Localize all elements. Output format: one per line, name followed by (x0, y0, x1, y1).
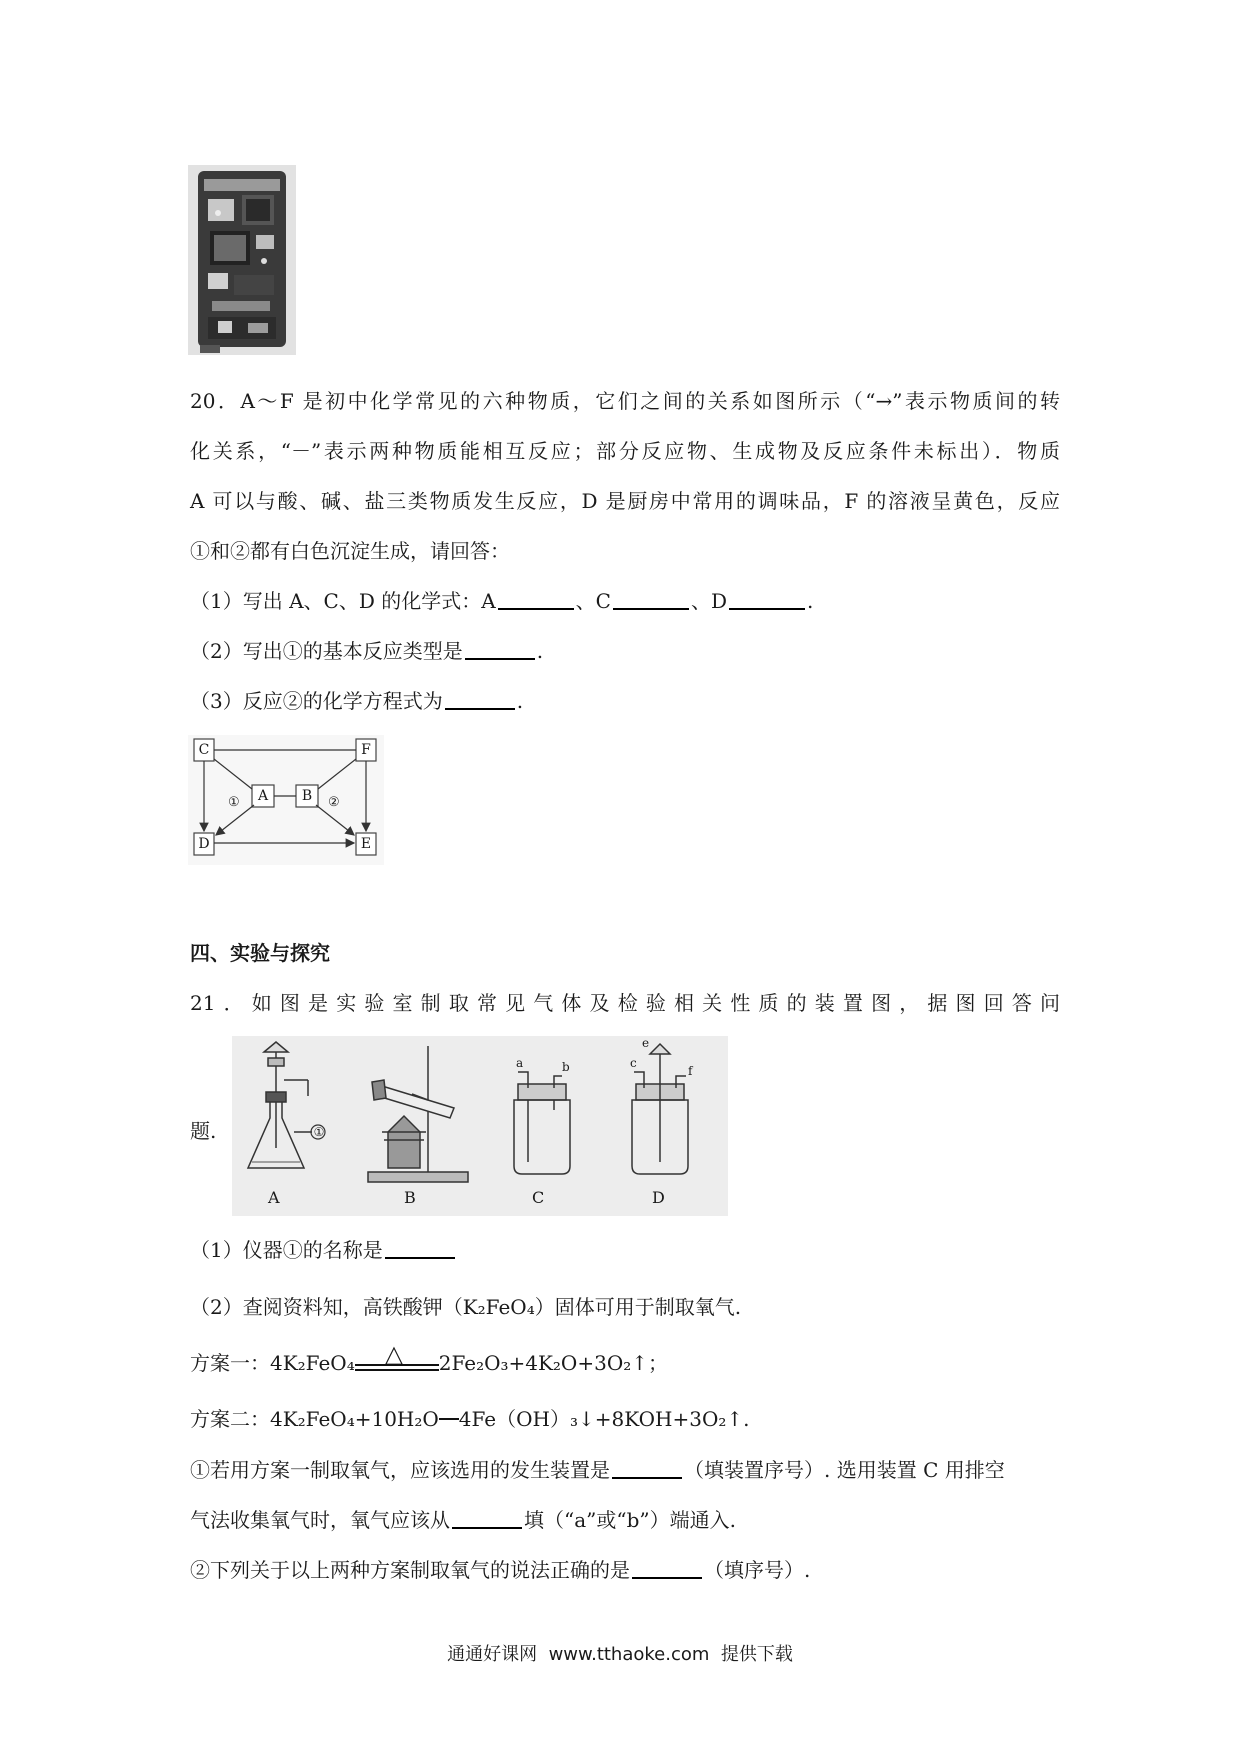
q21-s1-line1-a: ①若用方案一制取氧气，应该选用的发生装置是 (190, 1458, 610, 1482)
answer-blank-reaction-type[interactable] (465, 638, 535, 660)
q21-line-1: 21．如图是实验室制取常见气体及检验相关性质的装置图，据图回答问 (190, 991, 1060, 1015)
port-c-label: c (630, 1056, 637, 1070)
q21-sub2: （2）查阅资料知，高铁酸钾（K₂FeO₄）固体可用于制取氧气. (190, 1295, 742, 1319)
q20-sub3 (190, 686, 1060, 716)
q21-sub1-text: （1）仪器①的名称是 (190, 1238, 383, 1262)
apparatus-label-d: D (652, 1188, 665, 1207)
reaction-2-label: ② (328, 795, 340, 810)
heat-triangle-icon: △ (384, 1340, 404, 1368)
q21-s1-line2-b: 填（“a”或“b”）端通入. (524, 1508, 736, 1532)
port-a-label: a (516, 1056, 524, 1070)
answer-blank-c[interactable] (613, 588, 689, 610)
q20-sub1-prefix: （1）写出 A、C、D 的化学式：A (190, 589, 496, 613)
plan-2-suffix: 4Fe（OH）₃↓+8KOH+3O₂↑. (458, 1407, 750, 1431)
answer-blank-correct[interactable] (632, 1557, 702, 1579)
node-f: F (361, 742, 371, 758)
q20-relationship-diagram (188, 735, 384, 865)
answer-blank-a[interactable] (498, 588, 574, 610)
answer-blank-instrument[interactable] (385, 1237, 455, 1259)
q21-sub1 (190, 1235, 1060, 1265)
q21-s1-line2-a: 气法收集氧气时，氧气应该从 (190, 1508, 450, 1532)
q21-line-2: 题. (190, 1119, 217, 1143)
node-b: B (301, 788, 313, 804)
q21-s2 (190, 1555, 1060, 1585)
apparatus-label-a: A (268, 1188, 280, 1207)
apparatus-mark-1: ① (313, 1125, 325, 1139)
q20-sub2-end: . (536, 639, 544, 663)
plan-1-prefix: 方案一：4K₂FeO₄ (190, 1351, 355, 1375)
answer-blank-d[interactable] (729, 588, 805, 610)
q20-line-1: 20．A～F 是初中化学常见的六种物质，它们之间的关系如图所示（“→”表示物质间的转 (190, 389, 1060, 413)
apparatus-label-b: B (404, 1188, 416, 1207)
q20-sub1 (190, 586, 1060, 616)
port-e-label: e (642, 1036, 650, 1050)
port-b-label: b (562, 1060, 570, 1074)
plan-1-suffix: 2Fe₂O₃+4K₂O+3O₂↑； (438, 1351, 668, 1375)
q20-sub2-prefix: （2）写出①的基本反应类型是 (190, 639, 463, 663)
q20-sub3-end: . (516, 689, 524, 713)
heat-equal-sign (355, 1340, 439, 1378)
answer-blank-device[interactable] (612, 1457, 682, 1479)
q21-s2-b: （填序号）. (704, 1558, 811, 1582)
reaction-1-label: ① (228, 795, 240, 810)
node-c: C (198, 742, 210, 758)
answer-blank-port[interactable] (452, 1507, 522, 1529)
node-a: A (257, 788, 269, 804)
q20-line-4: ①和②都有白色沉淀生成，请回答： (190, 539, 510, 563)
q20-sub1-sep1: 、C (575, 589, 611, 613)
node-d: D (198, 836, 210, 852)
q20-sub2 (190, 636, 1060, 666)
apparatus-figure (232, 1036, 728, 1216)
section-4-title: 四、实验与探究 (190, 941, 330, 965)
q20-sub1-sep2: 、D (690, 589, 728, 613)
q20-sub1-end: . (807, 589, 814, 613)
plan-2 (190, 1404, 1060, 1434)
plan-2-prefix: 方案二：4K₂FeO₄+10H₂O (190, 1407, 439, 1431)
q20-line-2: 化关系，“－”表示两种物质能相互反应；部分反应物、生成物及反应条件未标出）．物质 (190, 439, 1060, 463)
answer-blank-equation[interactable] (445, 688, 515, 710)
q21-s2-a: ②下列关于以上两种方案制取氧气的说法正确的是 (190, 1558, 630, 1582)
equals-dash (439, 1418, 459, 1420)
q21-s1-line-1 (190, 1455, 1060, 1485)
node-e: E (360, 836, 372, 852)
q21-s1-line1-b: （填装置序号）. 选用装置 C 用排空 (684, 1458, 1005, 1482)
q20-sub3-prefix: （3）反应②的化学方程式为 (190, 689, 443, 713)
apparatus-label-c: C (532, 1188, 545, 1207)
port-f-label: f (688, 1064, 693, 1078)
q21-s1-line-2 (190, 1505, 1060, 1535)
page-footer: 通通好课网 www.tthaoke.com 提供下载 (447, 1644, 793, 1665)
q20-line-3: A 可以与酸、碱、盐三类物质发生反应，D 是厨房中常用的调味品，F 的溶液呈黄色，反应 (190, 489, 1060, 513)
plan-1 (190, 1340, 1060, 1378)
circuit-board-photo (188, 165, 296, 355)
